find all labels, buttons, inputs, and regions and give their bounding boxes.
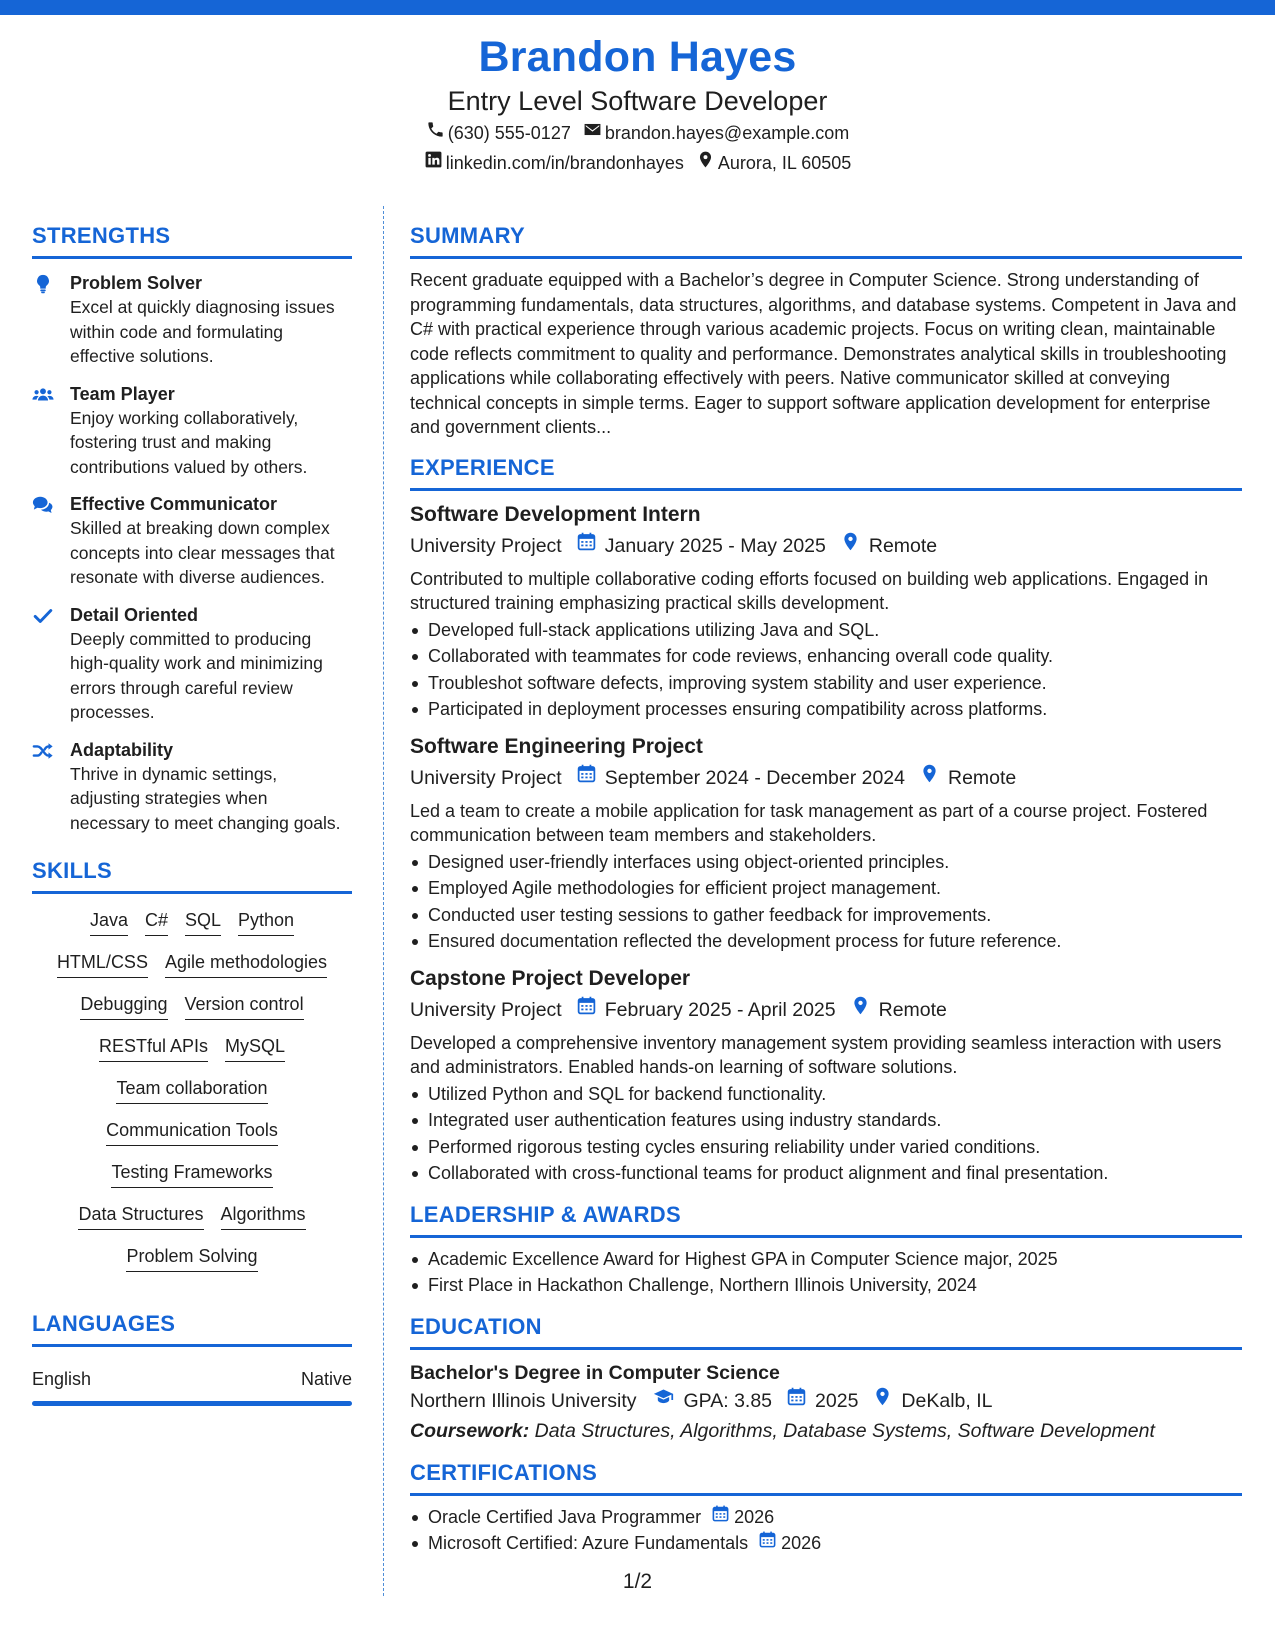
skill-row [80,992,303,1020]
strength-item [32,603,352,725]
job-location-text: Remote [868,534,938,557]
job-title: Software Engineering Project [410,734,703,758]
certifications-rule [410,1493,1242,1496]
job-dates [576,531,826,561]
leadership-rule [410,1235,1242,1238]
bullet-item: Developed full-stack applications utilizing Java and SQL. [410,617,1242,644]
degree-title: Bachelor's Degree in Computer Science [410,1361,780,1384]
calendar-icon [576,763,597,793]
strength-item [32,738,352,836]
skill-tag: C# [145,908,168,936]
job-org [410,763,562,793]
leadership-list [410,1246,1242,1299]
languages-heading: LANGUAGES [32,1311,176,1336]
education-meta [410,1386,1242,1416]
strength-item [32,492,352,590]
map-pin-icon [840,531,861,561]
strength-title: Detail Oriented [70,604,199,625]
graduation-cap-icon [651,1386,676,1416]
gpa [651,1386,773,1416]
certification-date [711,1504,774,1531]
linkedin-text[interactable]: linkedin.com/in/brandonhayes [445,153,684,173]
graduation-year [786,1386,858,1416]
bullet-item: Troubleshot software defects, improving system stability and user experience. [410,670,1242,697]
summary-heading: SUMMARY [410,223,525,248]
column-divider [383,206,384,1596]
email-text[interactable]: brandon.hayes@example.com [604,123,850,143]
skill-tag: Algorithms [221,1202,306,1230]
candidate-name: Brandon Hayes [478,33,797,81]
award-item: First Place in Hackathon Challenge, Northern Illinois University, 2024 [410,1272,1242,1299]
language-level: Native [300,1369,352,1389]
map-pin-icon [872,1386,893,1416]
location-text: Aurora, IL 60505 [717,153,852,173]
education-section [410,1313,1242,1445]
summary-text: Recent graduate equipped with a Bachelor’s degree in Computer Science. Strong understanding of programming fundamentals, data structures, algorithms, and database systems. Competent in Java and C# with practical experience through various academic projects. Focus on writing clean, maintainable code reflects commitment to quality and performance. Demonstrates analytical skills in troubleshooting applications while collaborating effectively with peers. Native communicator skilled at conveying technical concepts in simple terms. Eager to support software application development for enterprise and government clients... [410,270,1237,437]
bullet-item: Utilized Python and SQL for backend functionality. [410,1081,1242,1108]
map-pin-icon [850,995,871,1025]
map-pin-icon [696,148,715,178]
job-meta [410,531,1242,561]
summary-rule [410,256,1242,259]
certification-year: 2026 [734,1506,775,1527]
certifications-section [410,1459,1242,1557]
strength-desc: Excel at quickly diagnosing issues within code and formulating effective solutions. [70,297,335,366]
job-meta [410,995,1242,1025]
job-title: Capstone Project Developer [410,966,691,990]
map-pin-icon [919,763,940,793]
calendar-icon [711,1504,730,1531]
summary-section [410,222,1242,440]
strength-title: Team Player [70,383,175,404]
languages-section [32,1310,352,1406]
job-description: Developed a comprehensive inventory management system providing seamless interaction with users and administrators. Enabled hands-on learning of software solutions. [410,1032,1222,1077]
job-location-text: Remote [947,766,1017,789]
job-description: Contributed to multiple collaborative coding efforts focused on building web applications. Engaged in structured training emphasizing practical skills development. [410,568,1209,613]
contact-line-1 [0,118,1275,148]
skill-tag: HTML/CSS [57,950,148,978]
certifications-heading: CERTIFICATIONS [410,1459,598,1485]
skill-row [99,1034,285,1062]
email-contact[interactable] [583,118,849,148]
linkedin-contact[interactable] [424,148,684,178]
experience-rule [410,488,1242,491]
language-proficiency-bar [32,1401,352,1406]
school-location-text: DeKalb, IL [901,1389,993,1412]
skills-section [32,857,352,1272]
job-bullets [410,849,1242,955]
calendar-icon [576,531,597,561]
strength-title: Effective Communicator [70,494,278,514]
coursework [410,1417,1242,1445]
bullet-item: Participated in deployment processes ensuring compatibility across platforms. [410,696,1242,723]
skill-tag: Team collaboration [116,1076,267,1104]
skill-row [57,950,327,978]
skill-tag: Data Structures [78,1202,203,1230]
job-location [919,763,1016,793]
job-org [410,531,562,561]
strength-item [32,271,352,369]
skill-row [116,1076,267,1104]
job-dates [576,763,905,793]
skill-tag: MySQL [225,1034,285,1062]
calendar-icon [786,1386,807,1416]
linkedin-icon [424,148,443,178]
users-icon [32,382,70,480]
language-name: English [32,1369,92,1389]
resume-header [0,30,1275,178]
school-name [410,1386,637,1416]
job-entry [410,733,1242,955]
phone-icon [426,118,445,148]
bullet-item: Ensured documentation reflected the development process for future reference. [410,928,1242,955]
top-accent-bar [0,0,1275,15]
calendar-icon [576,995,597,1025]
bullet-item: Integrated user authentication features using industry standards. [410,1107,1242,1134]
strength-item [32,382,352,480]
education-heading: EDUCATION [410,1313,542,1339]
strength-title: Problem Solver [70,273,203,293]
right-column [410,222,1242,1571]
left-column [32,222,352,1406]
bullet-item: Conducted user testing sessions to gather feedback for improvements. [410,902,1242,929]
certification-date [758,1530,821,1557]
languages-rule [32,1344,352,1347]
school-name-text: Northern Illinois University [410,1389,637,1412]
comments-icon [32,492,70,590]
job-entry [410,965,1242,1187]
certification-name: Microsoft Certified: Azure Fundamentals [428,1533,749,1553]
job-entry [410,501,1242,723]
skill-row [78,1202,305,1230]
skill-tag: RESTful APIs [99,1034,208,1062]
certification-name: Oracle Certified Java Programmer [428,1506,702,1527]
skill-tag: Python [238,908,294,936]
leadership-heading: LEADERSHIP & AWARDS [410,1201,681,1227]
skill-tag: Java [90,908,128,936]
job-description: Led a team to create a mobile application for task management as part of a course project. Fostered communication between team members and stakeholders. [410,800,1208,845]
skill-row [90,908,294,936]
location-contact [696,148,851,178]
skill-tag: SQL [185,908,221,936]
checkmark-icon [32,603,70,725]
contact-line-2 [0,148,1275,178]
strengths-list [32,271,352,835]
skill-row [111,1160,272,1188]
envelope-icon [583,118,602,148]
experience-section [410,454,1242,1187]
job-org-text: University Project [410,998,562,1021]
coursework-list: Data Structures, Algorithms, Database Systems, Software Development [534,1419,1155,1442]
skill-tag: Problem Solving [126,1244,257,1272]
gpa-text: GPA: 3.85 [683,1389,773,1412]
job-meta [410,763,1242,793]
job-location [840,531,937,561]
job-dates-text: February 2025 - April 2025 [604,998,836,1021]
strength-desc: Deeply committed to producing high-quality work and minimizing errors through careful review processes. [70,628,323,722]
bullet-item: Collaborated with teammates for code reviews, enhancing overall code quality. [410,643,1242,670]
shuffle-icon [32,738,70,836]
graduation-year-text: 2025 [815,1389,859,1412]
school-location [872,1386,992,1416]
strength-desc: Skilled at breaking down complex concepts into clear messages that resonate with diverse audiences. [70,518,335,587]
bullet-item: Designed user-friendly interfaces using object-oriented principles. [410,849,1242,876]
phone-contact [426,118,571,148]
bullet-item: Employed Agile methodologies for efficient project management. [410,875,1242,902]
skill-row [126,1244,257,1272]
strength-desc: Thrive in dynamic settings, adjusting strategies when necessary to meet changing goals. [70,763,341,833]
job-org-text: University Project [410,766,562,789]
bullet-item: Performed rigorous testing cycles ensuring reliability under varied conditions. [410,1134,1242,1161]
strength-desc: Enjoy working collaboratively, fostering trust and making contributions valued by others. [70,407,308,477]
job-location [850,995,947,1025]
strengths-rule [32,256,352,259]
skill-tag: Version control [185,992,304,1020]
job-dates [576,995,836,1025]
job-bullets [410,617,1242,723]
calendar-icon [758,1530,777,1557]
job-location-text: Remote [878,998,947,1021]
job-org [410,995,562,1025]
skill-row [106,1118,278,1146]
job-bullets [410,1081,1242,1187]
strengths-heading: STRENGTHS [32,223,171,248]
certification-item [410,1530,1242,1557]
skill-tag: Testing Frameworks [111,1160,272,1188]
job-title: Software Development Intern [410,502,701,526]
skill-tag: Communication Tools [106,1118,278,1146]
skill-tag: Debugging [80,992,167,1020]
certification-year: 2026 [781,1533,822,1553]
skill-tag: Agile methodologies [165,950,327,978]
skills-list [32,908,352,1272]
language-item [32,1367,352,1391]
education-rule [410,1347,1242,1350]
job-dates-text: September 2024 - December 2024 [604,766,905,789]
strength-title: Adaptability [70,739,174,760]
bullet-item: Collaborated with cross-functional teams for product alignment and final presentation. [410,1160,1242,1187]
leadership-section [410,1201,1242,1299]
page-number: 1/2 [622,1570,653,1593]
certifications-list [410,1504,1242,1557]
award-item: Academic Excellence Award for Highest GPA in Computer Science major, 2025 [410,1246,1242,1273]
certification-item [410,1504,1242,1531]
skills-rule [32,891,352,894]
candidate-title: Entry Level Software Developer [447,86,828,116]
job-dates-text: January 2025 - May 2025 [604,534,826,557]
coursework-label: Coursework: [410,1419,530,1442]
job-org-text: University Project [410,534,562,557]
lightbulb-icon [32,271,70,369]
experience-heading: EXPERIENCE [410,454,555,480]
skills-heading: SKILLS [32,858,113,883]
phone-text: (630) 555-0127 [447,123,571,143]
